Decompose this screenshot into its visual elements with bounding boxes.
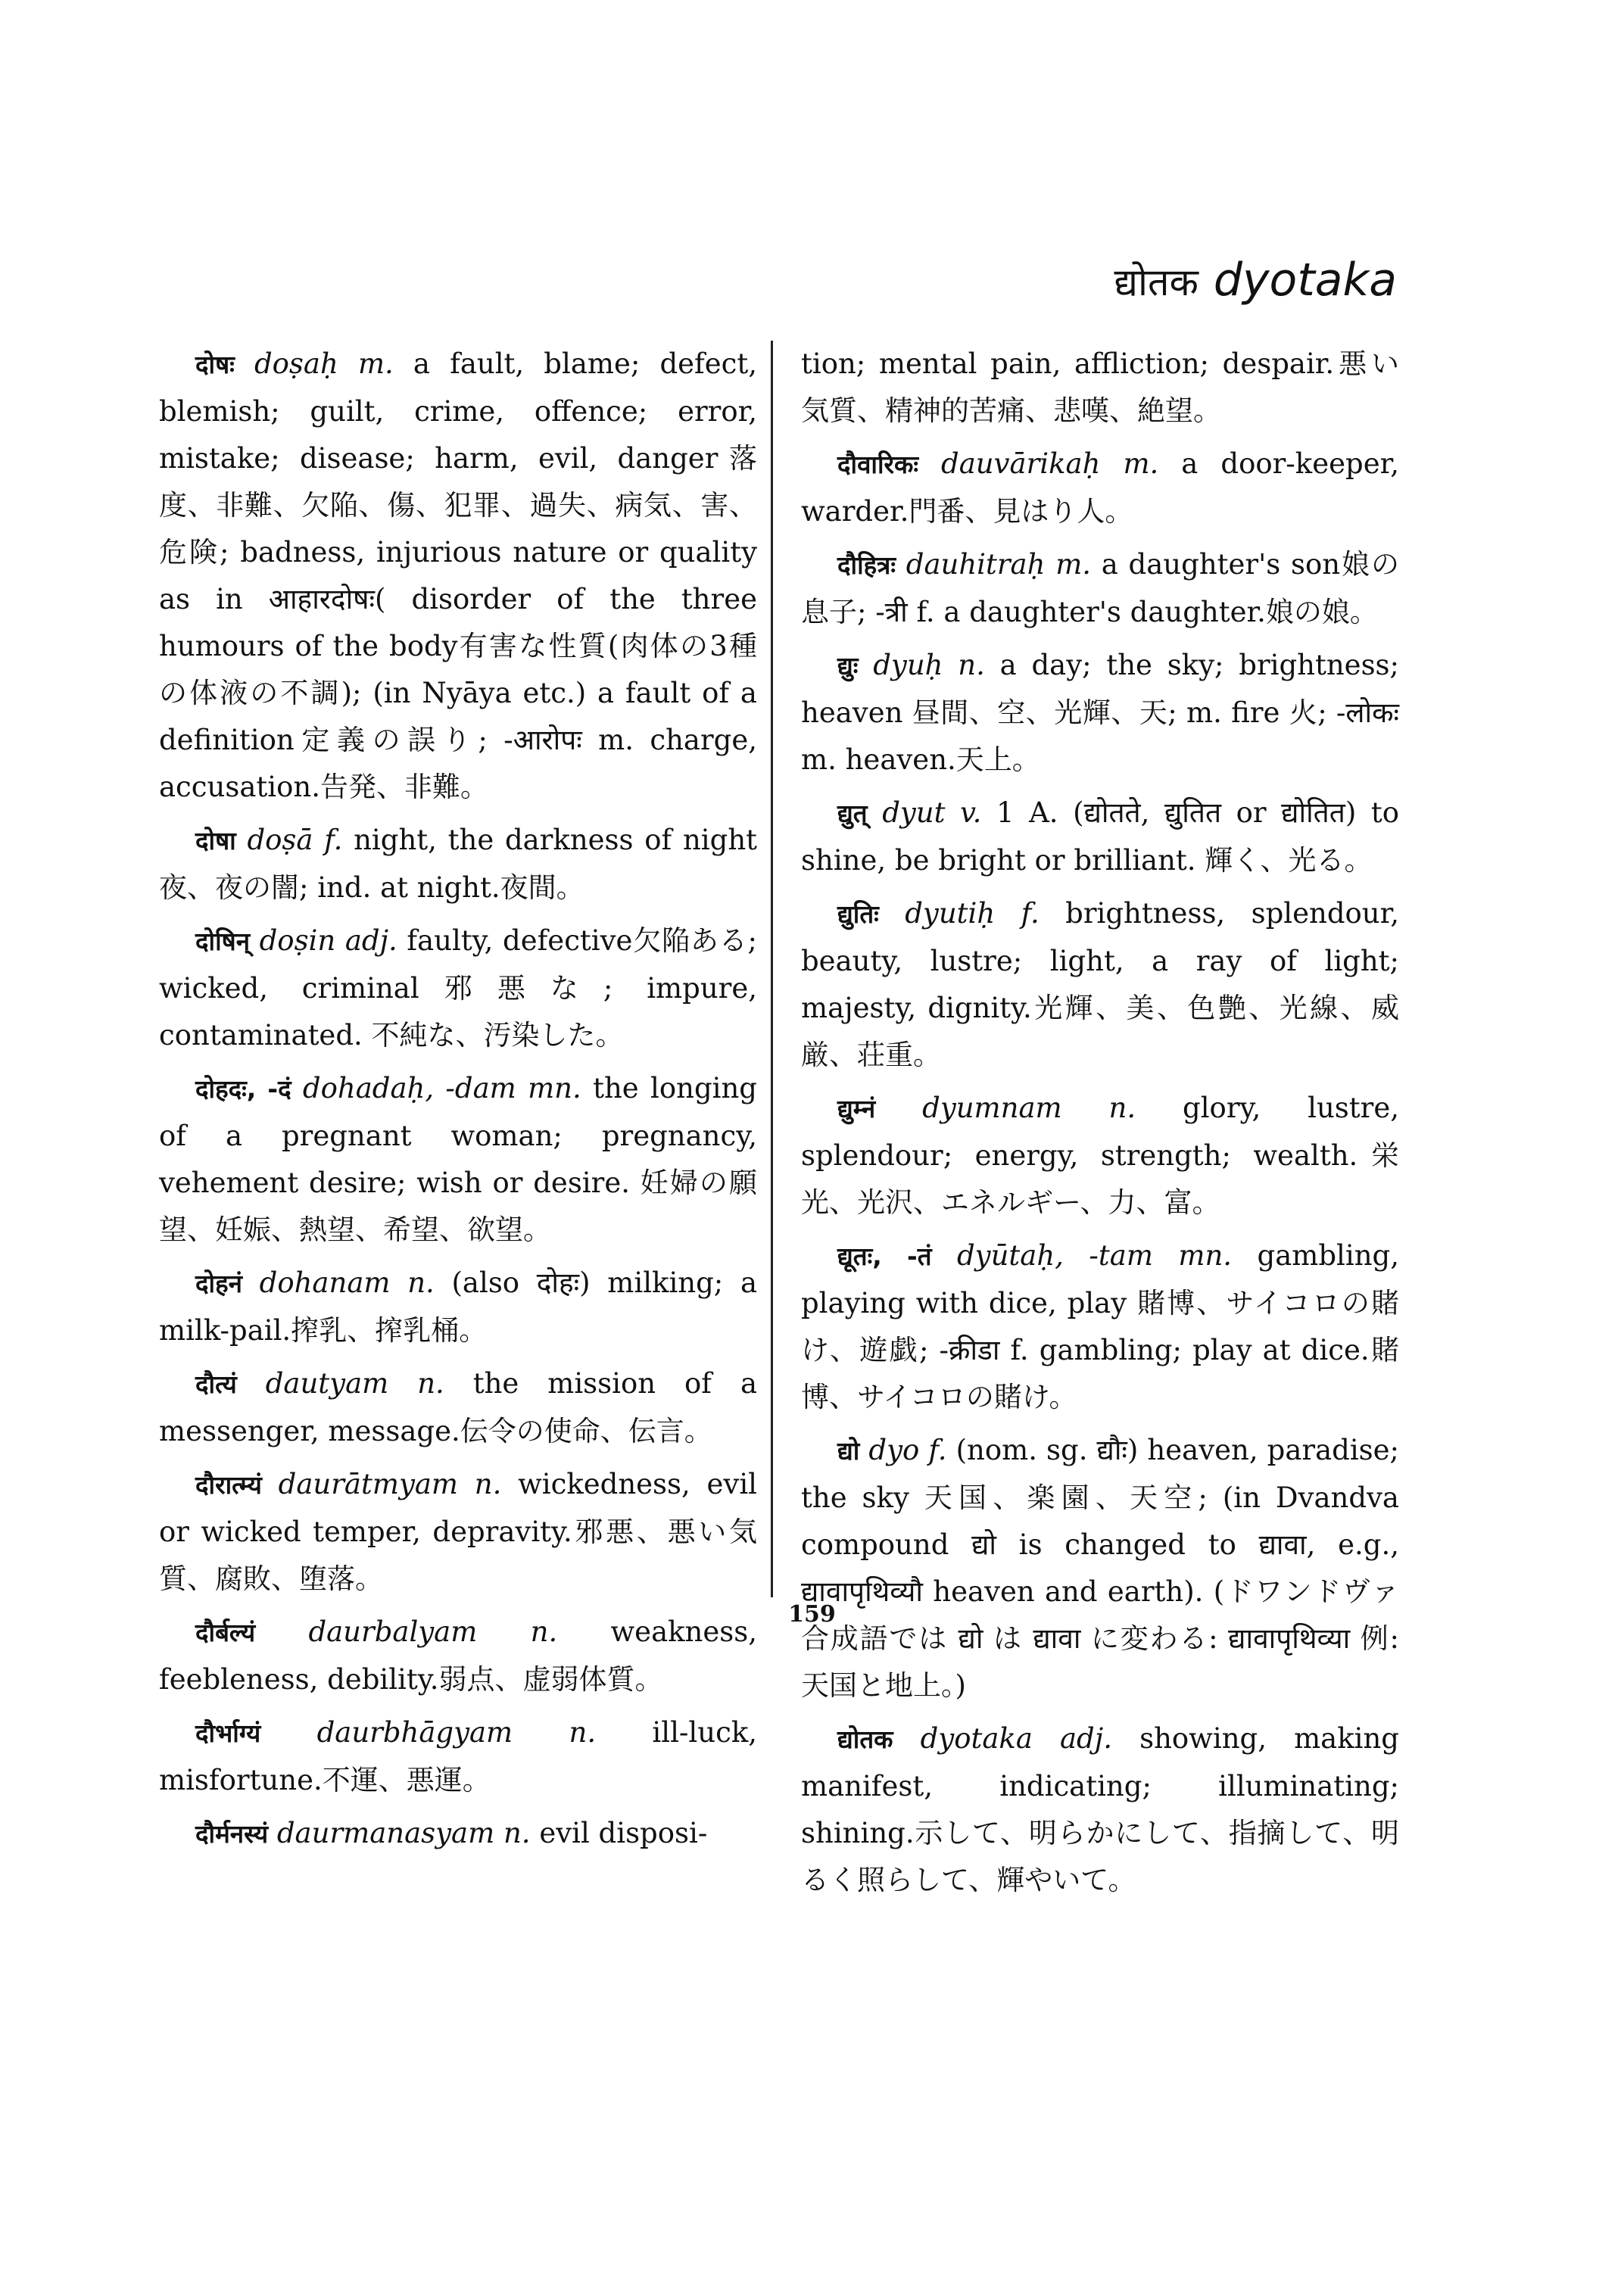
entry-grammar: m.	[1055, 548, 1092, 581]
entry-transliteration: dauvārikaḥ	[941, 447, 1101, 480]
entry-headword: दौर्मनस्यं	[195, 1819, 269, 1849]
entry-grammar: m.	[357, 347, 394, 380]
entry-grammar: mn.	[1178, 1239, 1233, 1272]
entry-headword: दौत्यं	[195, 1369, 237, 1399]
entry-headword: दोषिन्	[195, 927, 251, 956]
entry-transliteration: dyut	[882, 796, 946, 829]
entry-headword: द्युत्	[837, 799, 868, 828]
entry-grammar: n.	[958, 649, 985, 681]
entry-definition: (nom. sg. द्यौः) heaven, paradise; the sky 天国、楽園、天空; (in Dvandva compound द्यो is changed to द्यावा, e.g., द्यावापृथिव्यौ heaven and earth). (ドワンドヴァ合成語では द्यो は द्यावा に変わる: द्यावापृथिव्या 例:天国と地上。)	[801, 1434, 1400, 1702]
entry-definition: showing, making manifest, indicating; illuminating; shining.示して、明らかにして、指摘して、明るく照らして、輝やいて。	[801, 1722, 1399, 1896]
dictionary-entry	[159, 1461, 757, 1603]
entry-headword: दौर्बल्यं	[195, 1618, 256, 1647]
dictionary-entry	[159, 1360, 757, 1455]
entry-definition: weakness, feebleness, debility.弱点、虚弱体質。	[159, 1615, 758, 1696]
entry-grammar: n.	[1108, 1092, 1136, 1124]
entry-headword: दोहनं	[195, 1269, 242, 1298]
right-column	[801, 341, 1399, 1910]
entry-grammar: adj.	[1060, 1722, 1112, 1755]
running-headword	[1114, 250, 1397, 313]
dictionary-entry	[159, 341, 757, 811]
dictionary-entry	[159, 1260, 757, 1354]
entry-transliteration: daurmanasyam	[276, 1817, 495, 1849]
dictionary-entry	[801, 1232, 1399, 1421]
dictionary-entry	[159, 918, 757, 1059]
entry-transliteration: doṣin	[259, 924, 336, 957]
entry-grammar: n.	[569, 1716, 597, 1749]
entry-headword: द्युः	[837, 651, 859, 681]
entry-grammar: n.	[417, 1367, 444, 1400]
entry-transliteration: dyotaka	[920, 1722, 1033, 1755]
entry-definition: faulty, defective欠陥ある; wicked, criminal邪悪な; impure, contaminated. 不純な、汚染した。	[159, 924, 758, 1051]
entry-headword: दौहित्रः	[837, 550, 896, 580]
dictionary-entry	[801, 441, 1399, 535]
entry-transliteration: dautyam	[265, 1367, 389, 1400]
entry-transliteration: dyo	[868, 1434, 920, 1466]
entry-definition: evil disposi-	[530, 1817, 708, 1849]
entry-definition: tion; mental pain, affliction; despair.悪い気質、精神的苦痛、悲嘆、絶望。	[801, 347, 1399, 427]
entry-definition: glory, lustre, splendour; energy, strength; wealth.栄光、光沢、エネルギー、力、富。	[801, 1092, 1400, 1219]
entry-grammar: v.	[960, 796, 982, 829]
entry-grammar: adj.	[344, 924, 397, 957]
dictionary-entry	[159, 1709, 757, 1804]
entry-transliteration: doṣaḥ	[254, 347, 338, 380]
entry-headword: दौर्भाग्यं	[195, 1718, 261, 1748]
page-number: 159	[788, 1601, 836, 1628]
dictionary-entry	[801, 541, 1399, 636]
dictionary-entry	[801, 1427, 1399, 1709]
headword-roman: dyotaka	[1213, 254, 1397, 307]
entry-grammar: f.	[324, 824, 343, 856]
entry-headword: दोषा	[195, 826, 236, 855]
left-column	[159, 341, 757, 1864]
dictionary-entry	[159, 1065, 757, 1254]
entry-transliteration: daurātmyam	[278, 1468, 458, 1500]
entry-transliteration: daurbhāgyam	[316, 1716, 513, 1749]
entry-transliteration: dohanam	[259, 1266, 391, 1299]
headword-devanagari: द्योतक	[1114, 260, 1199, 304]
entry-headword: द्युतिः	[837, 899, 879, 929]
entry-headword: दौवारिकः	[837, 450, 919, 479]
entry-definition: wickedness, evil or wicked temper, depravity.邪悪、悪い気質、腐敗、堕落。	[159, 1468, 757, 1595]
entry-transliteration: dyuḥ	[873, 649, 943, 681]
entry-transliteration: dyutiḥ	[905, 897, 996, 930]
entry-headword: द्यो	[837, 1436, 860, 1466]
entry-definition: the mission of a messenger, message.伝令の使命、伝言。	[159, 1367, 758, 1447]
entry-transliteration: dohadaḥ, -dam	[302, 1072, 516, 1104]
entry-transliteration: dauhitraḥ	[906, 548, 1046, 581]
entry-definition: a door-keeper, warder.門番、見はり人。	[801, 447, 1399, 528]
entry-headword: द्यूतः, -तं	[837, 1242, 932, 1271]
dictionary-entry	[801, 1715, 1399, 1904]
entry-headword: द्योतक	[837, 1724, 893, 1754]
entry-grammar: n.	[474, 1468, 502, 1500]
entry-grammar: n.	[407, 1266, 435, 1299]
entry-transliteration: dyumnam	[922, 1092, 1062, 1124]
entry-definition: the longing of a pregnant woman; pregnancy, vehement desire; wish or desire. 妊婦の願望、妊娠、熱望、希望、欲望。	[159, 1072, 757, 1246]
dictionary-entry	[801, 890, 1399, 1079]
entry-definition: night, the darkness of night 夜、夜の闇; ind. at night.夜間。	[159, 824, 758, 904]
entry-transliteration: doṣā	[247, 824, 313, 856]
entry-grammar: m.	[1123, 447, 1159, 480]
entry-definition: a day; the sky; brightness; heaven 昼間、空、光輝、天; m. fire 火; -लोकः m. heaven.天上。	[801, 649, 1400, 776]
entry-grammar: n.	[530, 1615, 558, 1648]
entry-definition: gambling, playing with dice, play 賭博、サイコロの賭け、遊戯; -क्रीडा f. gambling; play at dice.賭博、サイコロの賭け。	[801, 1239, 1399, 1413]
entry-headword: दौरात्म्यं	[195, 1470, 262, 1500]
entry-grammar: mn.	[528, 1072, 581, 1104]
dictionary-entry	[801, 642, 1399, 784]
entry-transliteration: daurbalyam	[308, 1615, 478, 1648]
dictionary-entry	[159, 1810, 757, 1858]
entry-grammar: n.	[503, 1817, 531, 1849]
entry-grammar: f.	[928, 1434, 947, 1466]
dictionary-entry	[801, 1085, 1399, 1226]
entry-headword: दोषः	[195, 350, 235, 379]
entry-definition: brightness, splendour, beauty, lustre; light, a ray of light; majesty, dignity.光輝、美、色艶、光線、威厳、荘重。	[801, 897, 1399, 1071]
dictionary-entry	[159, 817, 757, 911]
entry-definition: 1 A. (द्योतते, द्युतित or द्योतित) to shine, be bright or brilliant. 輝く、光る。	[801, 796, 1400, 877]
entry-definition: ill-luck, misfortune.不運、悪運。	[159, 1716, 757, 1796]
entry-transliteration: dyūtaḥ, -tam	[956, 1239, 1153, 1272]
entry-grammar: f.	[1021, 897, 1040, 930]
entry-definition: (also दोहः) milking; a milk-pail.搾乳、搾乳桶。	[159, 1266, 758, 1347]
entry-definition: a daughter's son娘の息子; -त्री f. a daughter's daughter.娘の娘。	[801, 548, 1400, 628]
dictionary-entry	[801, 341, 1399, 435]
dictionary-entry	[801, 790, 1399, 884]
entry-headword: द्युम्नं	[837, 1094, 876, 1123]
entry-headword: दोहदः, -दं	[195, 1074, 291, 1104]
entry-definition: a fault, blame; defect, blemish; guilt, crime, offence; error, mistake; disease; harm, evil, danger落度、非難、欠陥、傷、犯罪、過失、病気、害、危険; badness, injurious nature or quality as in आहारदोषः( disorder of the three humours of the body有害な性質(肉体の3種の体液の不調); (in Nyāya etc.) a fault of a definition定義の誤り; -आरोपः m. charge, accusation.告発、非難。	[159, 347, 757, 803]
column-divider	[771, 341, 773, 1597]
